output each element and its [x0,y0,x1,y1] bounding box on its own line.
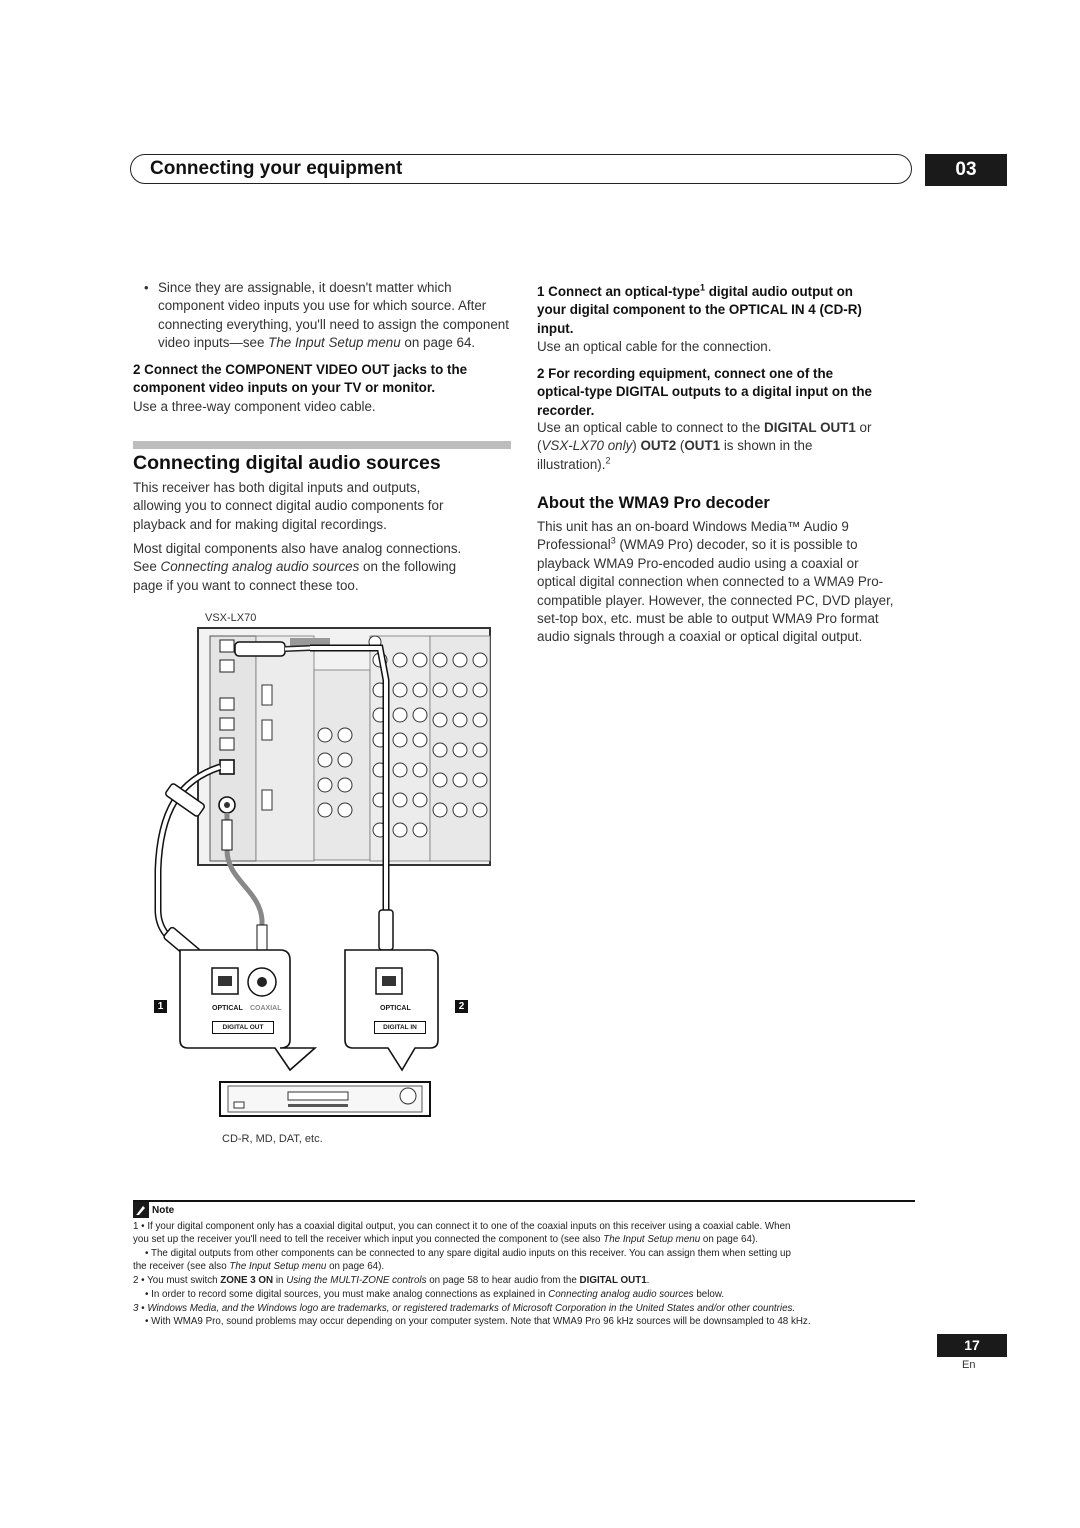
footnote-1-cont: you set up the receiver you'll need to tell the receiver which input you connected the component to (see also The Input Setup menu on page 64). [133,1234,758,1245]
optical-in-label: OPTICAL [380,1005,411,1012]
notes-divider [133,1200,915,1202]
cross-reference: Using the MULTI-ZONE controls [286,1275,427,1286]
page-header-title: Connecting your equipment [150,158,403,179]
intro-paragraph: This receiver has both digital inputs and outputs, allowing you to connect digital audio components for playback and for making digital recordings. [133,480,444,532]
wma-paragraph: This unit has an on-board Windows Media™ Audio 9 Professional$^3$ (WMA9 Pro) decoder, so it is possible to playback WMA9 Pro-encoded audio using a coaxial or optical digital connection when connected to a WMA9 Pro- compatible player. However, the connected PC, DVD player, set-top box, etc. must be able to output WMA9 Pro format audio signals through a coaxial or optical digital output. [537,519,894,645]
device-caption: CD-R, MD, DAT, etc. [222,1133,323,1145]
bullet-line: component video inputs you use for which source. After [158,298,487,314]
cross-reference: VSX-LX70 only [541,438,633,454]
page-number: 17 [937,1334,1007,1357]
cross-reference: The Input Setup menu [603,1234,701,1245]
marker-2: 2 [455,1000,468,1013]
section-divider [133,441,511,449]
bullet-paragraph [158,279,518,353]
digital-in-label: DIGITAL IN [374,1021,426,1034]
model-label: VSX-LX70 [205,612,257,624]
cross-reference: The Input Setup menu [229,1261,327,1272]
note-icon [133,1202,149,1218]
analog-paragraph: Most digital components also have analog connections. See Connecting analog audio sources on the following page if you want to connect these too. [133,541,462,593]
page-language: En [962,1359,976,1371]
cross-reference: Connecting analog audio sources [548,1289,694,1300]
connection-diagram [140,620,510,1130]
recorder-device [220,1082,430,1116]
wma-subtitle: About the WMA9 Pro decoder [537,494,770,512]
bullet-line: Since they are assignable, it doesn't matter which [158,280,452,295]
bullet-dot: • [144,280,149,295]
footnote-2b: • In order to record some digital sources, you must make analog connections as explained in Connecting analog audio sources below. [145,1289,725,1300]
cross-reference: The Input Setup menu [268,335,401,351]
bullet-line: connecting everything, you'll need to assign the component [158,316,509,332]
section-title: Connecting digital audio sources [133,452,441,474]
digital-out-callout [180,950,315,1070]
step-2-body: Use a three-way component video cable. [133,399,376,414]
right-step-1-heading: 1 Connect an optical-type$^1$ digital audio output on your digital component to the OPTICAL IN 4 (CD-R) input. [537,282,862,336]
cross-reference: Connecting analog audio sources [160,559,360,575]
footnote-2: 2 • You must switch ZONE 3 ON in Using the MULTI-ZONE controls on page 58 to hear audio from the DIGITAL OUT1. [133,1275,650,1286]
right-step-2-body: Use an optical cable to connect to the DIGITAL OUT1 or (VSX-LX70 only) OUT2 (OUT1 is shown in the illustration).$^2$ [537,420,872,472]
footnote-3: 3 • Windows Media, and the Windows logo are trademarks, or registered trademarks of Microsoft Corporation in the United States and/or other countries. [133,1303,796,1314]
digital-out-label: DIGITAL OUT [212,1021,274,1034]
chapter-number: 03 [925,154,1007,186]
optical-out-label: OPTICAL [212,1005,243,1012]
bullet-line: video inputs—see The Input Setup menu on page 64. [158,335,476,351]
footnote-1: 1 • If your digital component only has a coaxial digital output, you can connect it to one of the coaxial inputs on this receiver using a coaxial cable. When [133,1221,791,1232]
marker-1: 1 [154,1000,167,1013]
step-2-heading: 2 Connect the COMPONENT VIDEO OUT jacks to the component video inputs on your TV or monitor. [133,362,468,396]
right-step-2-heading: 2 For recording equipment, connect one of the optical-type DIGITAL outputs to a digital input on the recorder. [537,366,872,418]
footnote-3b: • With WMA9 Pro, sound problems may occur depending on your computer system. Note that WMA9 Pro 96 kHz sources will be downsampled to 48 kHz. [145,1316,811,1327]
footnote-1b-cont: the receiver (see also The Input Setup menu on page 64). [133,1261,385,1272]
coaxial-label: COAXIAL [250,1005,282,1012]
right-step-1-body: Use an optical cable for the connection. [537,339,772,354]
receiver-rear-panel [198,628,490,865]
footnote-1b: • The digital outputs from other components can be connected to any spare digital audio inputs on this receiver. You can assign them when setting up [145,1248,791,1259]
note-label: Note [152,1205,175,1216]
